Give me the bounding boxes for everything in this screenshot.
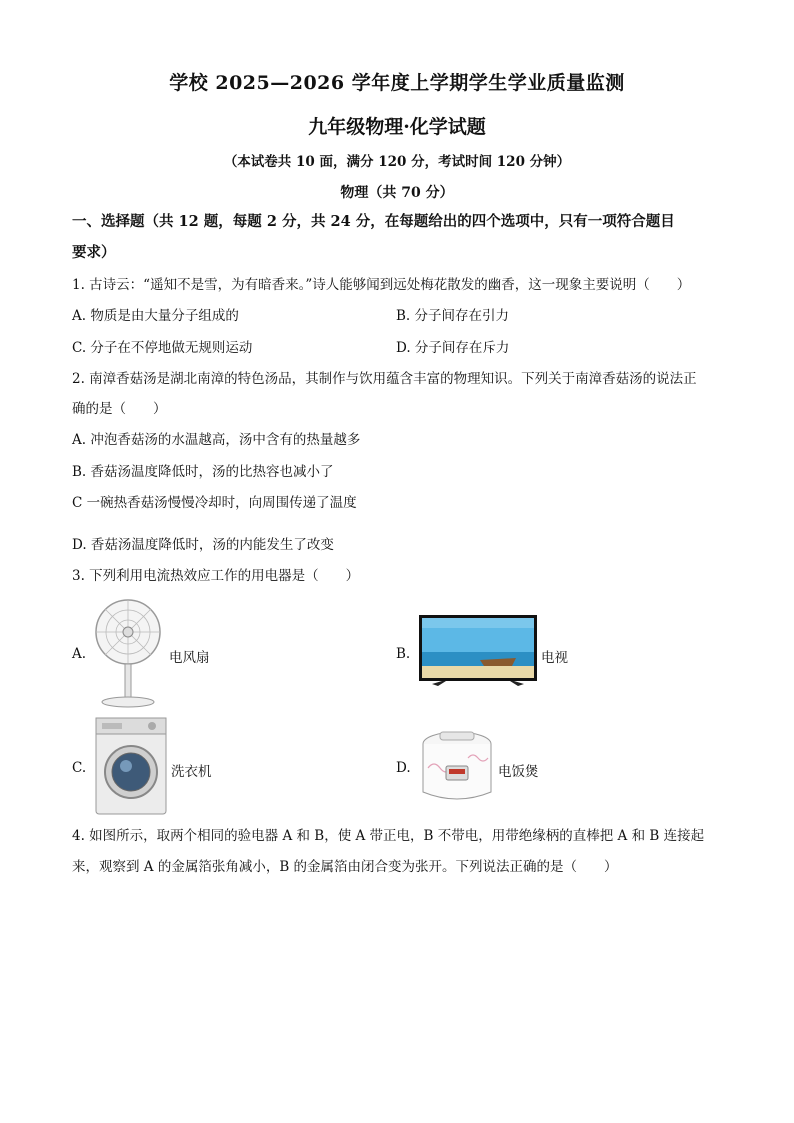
washing-machine-image [94,716,168,816]
q1-option-d: D. 分子间存在斥力 [396,340,510,356]
q1-option-c: C. 分子在不停地做无规则运动 [72,340,253,356]
q4-stem-line1: 4. 如图所示，取两个相同的验电器 A 和 B，使 A 带正电，B 不带电，用带绝缘柄的直棒把 A 和 B 连接起 [72,828,705,844]
exam-note: （本试卷共 10 面，满分 120 分，考试时间 120 分钟） [223,154,571,170]
exam-title: 学校 2025—2026 学年度上学期学生学业质量监测 [169,72,625,94]
television-image [418,614,538,692]
q3-option-d-label: 电饭煲 [498,764,539,780]
q3-option-c-label: 洗衣机 [171,764,212,780]
q2-option-c: C 一碗热香菇汤慢慢冷却时，向周围传递了温度 [72,495,357,511]
section-heading-line2: 要求） [72,244,116,261]
q1-option-a: A. 物质是由大量分子组成的 [72,308,239,324]
q3-stem: 3. 下列利用电流热效应工作的用电器是（ ） [72,568,360,584]
q2-stem-line2: 确的是（ ） [72,401,167,417]
q3-option-c-letter: C. [72,760,87,776]
q1-stem: 1. 古诗云：“遥知不是雪，为有暗香来。”诗人能够闻到远处梅花散发的幽香，这一现象主要说明（ ） [72,277,691,293]
part-heading: 物理（共 70 分） [340,185,454,201]
q3-option-d-letter: D. [396,760,411,776]
section-heading-line1: 一、选择题（共 12 题，每题 2 分，共 24 分，在每题给出的四个选项中，只有一项符合题目 [72,213,675,230]
q2-stem-line1: 2. 南漳香菇汤是湖北南漳的特色汤品，其制作与饮用蕴含丰富的物理知识。下列关于南漳香菇汤的说法正 [72,371,697,387]
q3-option-b-letter: B. [396,646,411,662]
rice-cooker-image [418,728,496,806]
q2-option-d: D. 香菇汤温度降低时，汤的内能发生了改变 [72,537,334,553]
q1-option-b: B. 分子间存在引力 [396,308,510,324]
q3-option-b-label: 电视 [541,650,568,666]
exam-subtitle: 九年级物理·化学试题 [308,116,486,138]
q3-option-a-letter: A. [72,646,87,662]
q3-option-a-label: 电风扇 [169,650,210,666]
q2-option-b: B. 香菇汤温度降低时，汤的比热容也减小了 [72,464,334,480]
q2-option-a: A. 冲泡香菇汤的水温越高，汤中含有的热量越多 [72,432,361,448]
electric-fan-image [92,598,164,710]
q4-stem-line2: 来，观察到 A 的金属箔张角减小，B 的金属箔由闭合变为张开。下列说法正确的是（ ） [72,859,618,875]
